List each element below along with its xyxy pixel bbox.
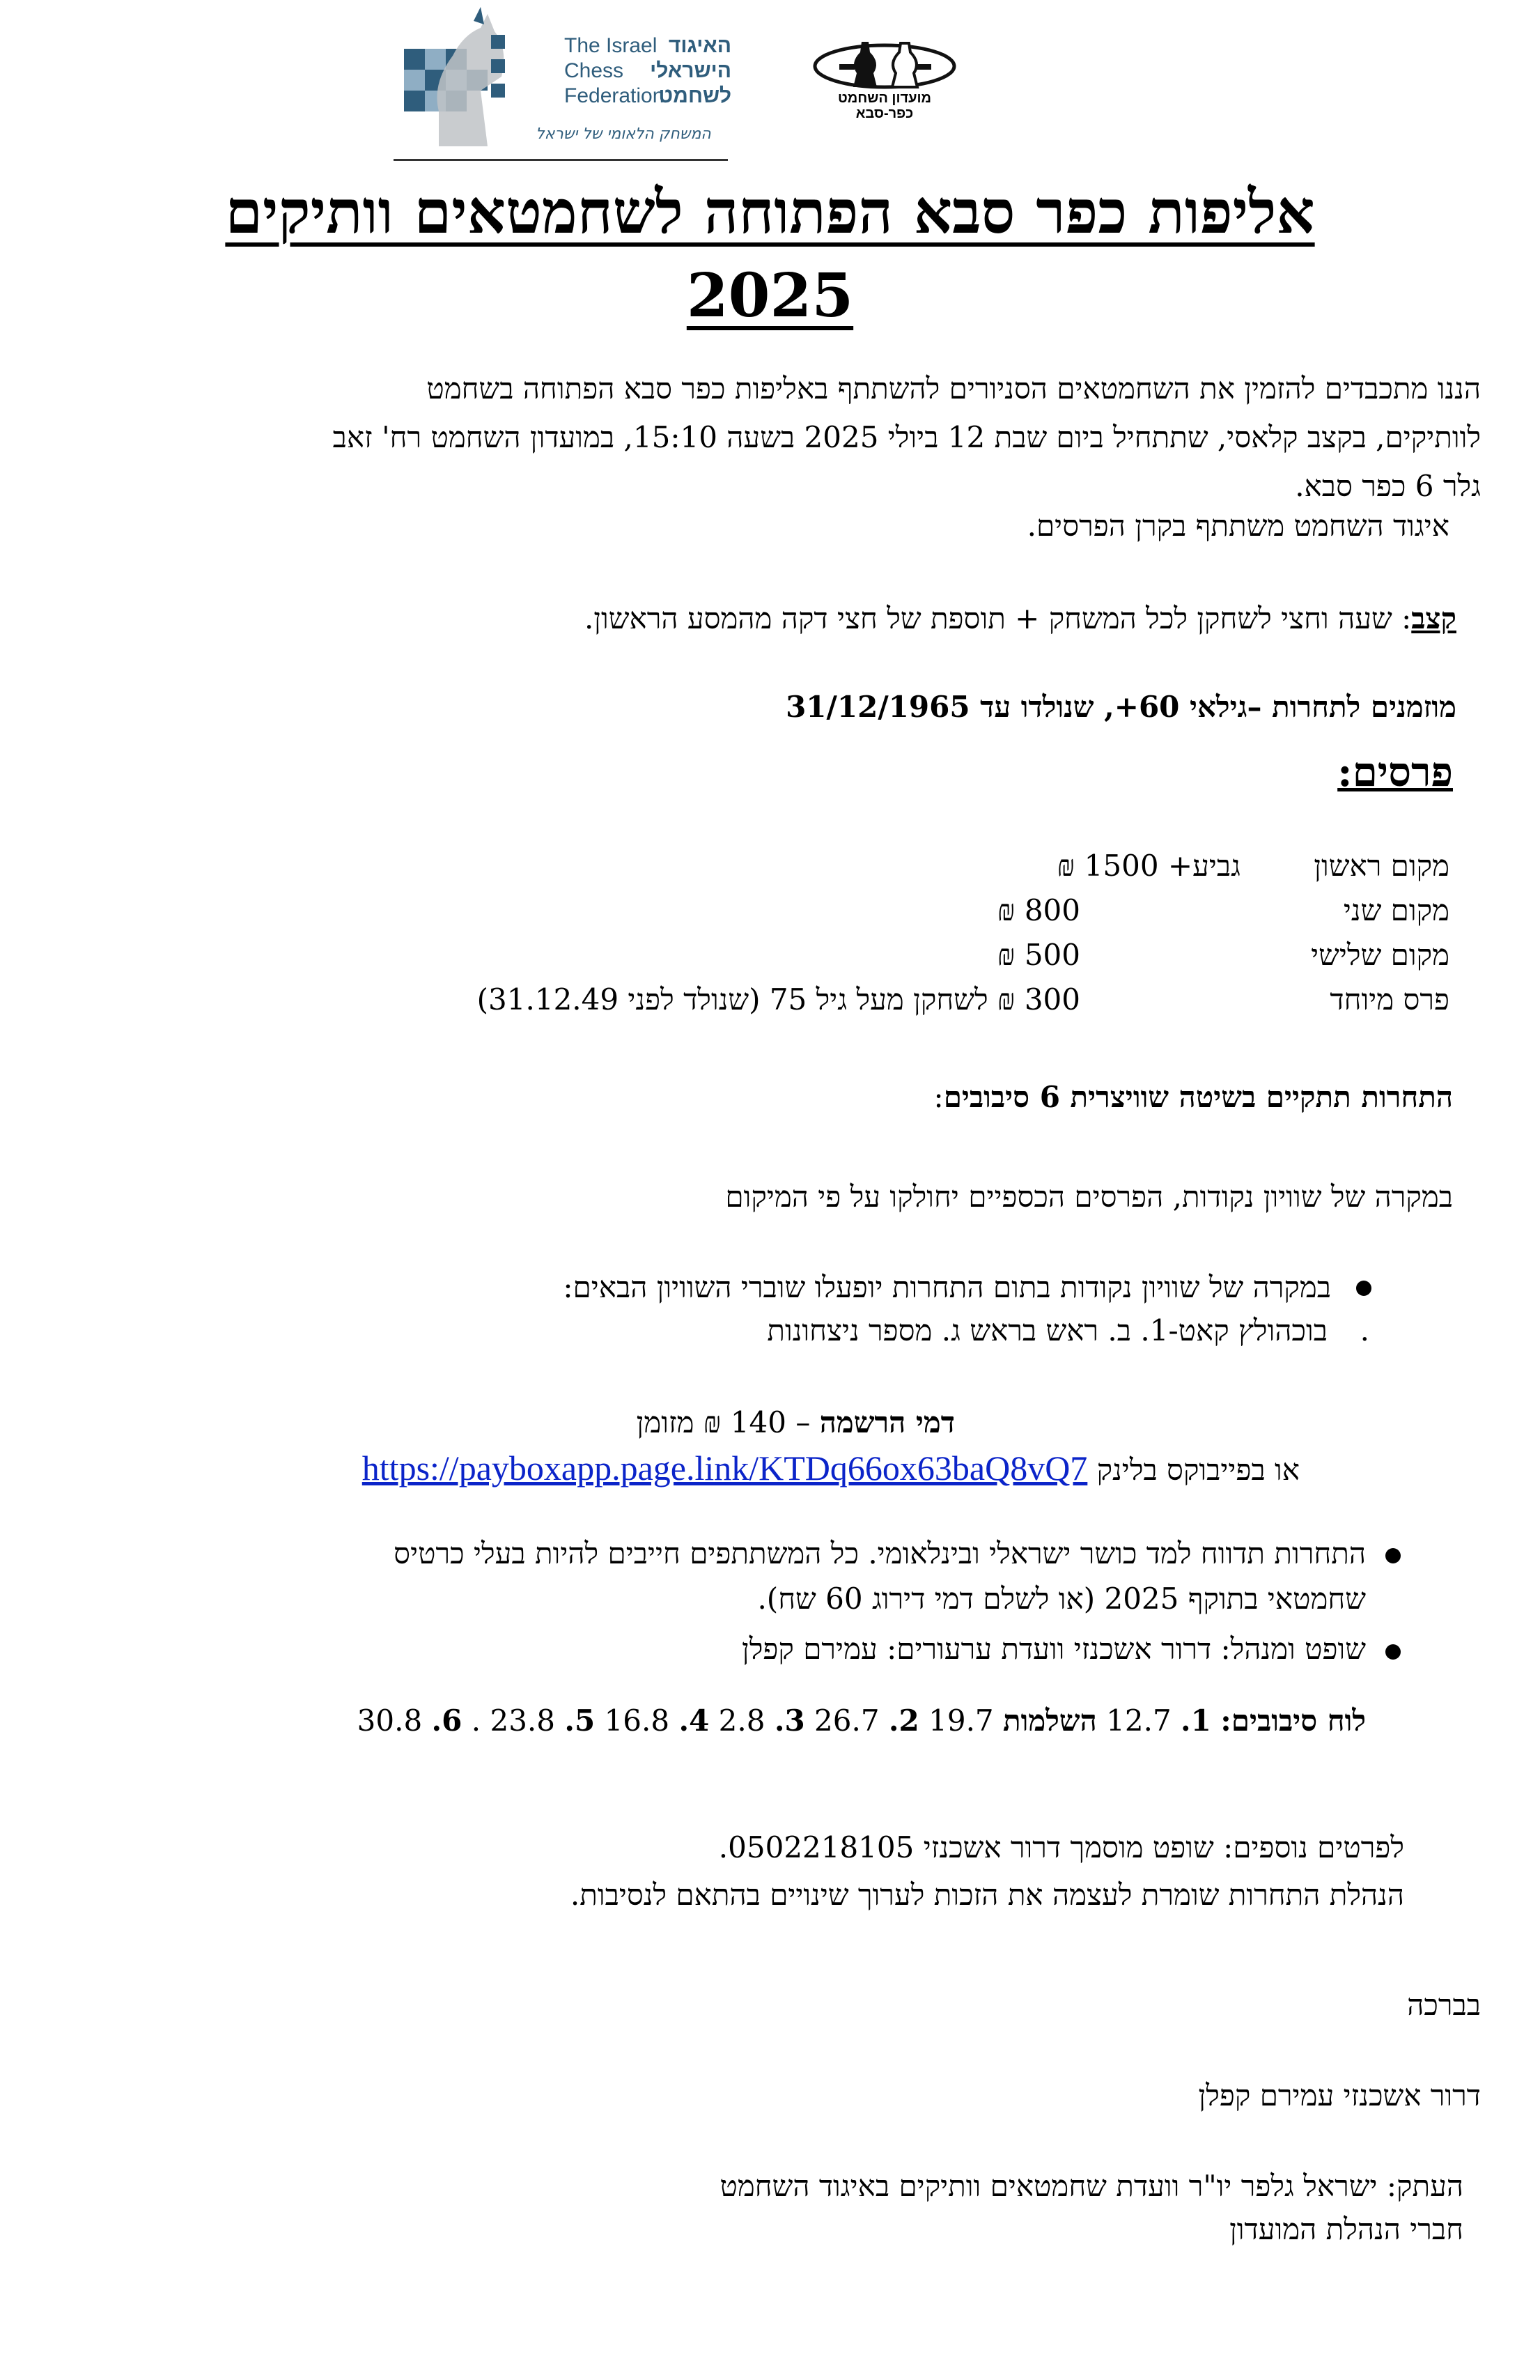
paybox-line: [362, 1447, 1300, 1491]
round-num: 3.: [774, 1703, 805, 1738]
prizes-heading: פרסים:: [1337, 748, 1453, 796]
chess-pieces-icon: [811, 35, 958, 91]
chess-knight-icon: [397, 7, 515, 146]
system-colon: :: [933, 1080, 944, 1114]
round-date: 30.8: [357, 1703, 423, 1738]
federation-name-he-2: הישראלי: [650, 59, 731, 82]
system-text: התחרות תתקיים בשיטה שוויצרית 6 סיבובים: [943, 1080, 1453, 1114]
round-num: השלמות: [1003, 1703, 1097, 1738]
federation-name-en-3: Federation: [564, 84, 664, 107]
federation-name-he-3: לשחמט: [658, 84, 731, 107]
prize-value: 500 ₪: [997, 938, 1080, 972]
round-date: 12.7: [1106, 1703, 1172, 1738]
prize-value: 800 ₪: [997, 893, 1080, 927]
round-date: 26.7: [814, 1703, 880, 1738]
round-date: 2.8: [718, 1703, 765, 1738]
prize-label: פרס מיוחד: [1330, 982, 1449, 1017]
pace-label: קצב: [1411, 601, 1456, 635]
round-date: 19.7: [928, 1703, 994, 1738]
prize-label: מקום שני: [1343, 893, 1449, 927]
paybox-link[interactable]: https://payboxapp.page.link/KTDq66ox63baQ8vQ7: [361, 1448, 1088, 1488]
page-title-year: 2025: [686, 261, 854, 331]
tie-prize-line: במקרה של שוויון נקודות, הפרסים הכספיים יחולקו על פי המיקום: [725, 1180, 1453, 1214]
tiebreak-line-1: במקרה של שוויון נקודות בתום התחרות יופעלו שוברי השוויון הבאים:: [563, 1270, 1331, 1304]
round-num: 4.: [678, 1703, 710, 1738]
chess-club-logo: [811, 35, 958, 121]
fee-line: [637, 1402, 955, 1444]
federation-slogan: המשחק הלאומי של ישראל: [536, 125, 711, 143]
rating-line-1: התחרות תדווח למד כושר ישראלי ובינלאומי. כל המשתתפים חייבים להיות בעלי כרטיס: [394, 1536, 1366, 1570]
pace-line: [584, 598, 1456, 640]
bullet-icon: [1385, 1644, 1401, 1660]
closing: בברכה: [1407, 1988, 1481, 2022]
tiebreak-dot: .: [1360, 1313, 1369, 1347]
cc-line-2: חברי הנהלת המועדון: [1229, 2212, 1463, 2246]
intro-line-2: לוותיקים, בקצב קלאסי, שתתחיל ביום שבת 12 ביולי 2025 בשעה 15:10, במועדון השחמט רח' זאב: [332, 420, 1481, 454]
rights-line: הנהלת התחרות שומרת לעצמה את הזכות לערוך שינויים בהתאם לנסיבות.: [570, 1878, 1404, 1912]
details-line: לפרטים נוספים: שופט מוסמך דרור אשכנזי 0502218105.: [718, 1830, 1404, 1864]
bullet-icon: [1356, 1281, 1371, 1296]
round-date: 16.8: [604, 1703, 670, 1738]
tiebreak-line-2: בוכהולץ קאט-1. ב. ראש בראש ג. מספר ניצחונות: [767, 1313, 1328, 1347]
federation-name-en-2: Chess: [564, 59, 624, 82]
officials-line: שופט ומנהל: דרור אשכנזי וועדת ערעורים: עמירם קפלן: [742, 1632, 1366, 1666]
prize-label: מקום שלישי: [1311, 938, 1449, 972]
fee-text: – 140 ₪ מזומן: [636, 1405, 811, 1439]
prize-value: 300 ₪ לשחקן מעל גיל 75 (שנולד לפני 31.12.49): [476, 982, 1080, 1017]
round-num: 6.: [431, 1703, 462, 1738]
page-title: אליפות כפר סבא הפתוחה לשחמטאים וותיקים: [225, 177, 1315, 247]
club-name-1: מועדון השחמט: [837, 91, 932, 106]
schedule-line: [357, 1700, 1366, 1742]
intro-line-1: הננו מתכבדים להזמין את השחמטאים הסניורים להשתתף באליפות כפר סבא הפתוחה בשחמט: [426, 371, 1481, 405]
system-line: [934, 1076, 1453, 1118]
federation-name-en-1: The Israel: [564, 34, 658, 57]
round-date: 23.8 .: [471, 1703, 555, 1738]
invited-line: מוזמנים לתחרות –גילאי 60+, שנולדו עד 31/12/1965: [786, 690, 1456, 724]
rating-line-2: שחמטאי בתוקף 2025 (או לשלם דמי דירוג 60 שח).: [757, 1582, 1366, 1616]
fee-label: דמי הרשמה: [819, 1405, 955, 1439]
intro-line-4: איגוד השחמט משתתף בקרן הפרסים.: [1027, 509, 1449, 543]
round-num: 5.: [564, 1703, 596, 1738]
pace-text: : שעה וחצי לשחקן לכל המשחק + תוספת של חצי דקה מהמסע הראשון.: [584, 601, 1412, 635]
paybox-text: או בפייבוקס בלינק: [1096, 1453, 1300, 1487]
cc-line-1: העתק: ישראל גלפר יו"ר וועדת שחמטאים וותיקים באיגוד השחמט: [720, 2169, 1463, 2203]
schedule-label: לוח סיבובים:: [1220, 1703, 1366, 1738]
logo-underline: [394, 159, 728, 161]
federation-name-he-1: האיגוד: [668, 34, 731, 57]
prize-label: מקום ראשון: [1314, 849, 1449, 883]
chess-federation-logo: [390, 0, 738, 153]
club-name-2: כפר-סבא: [855, 106, 914, 121]
round-num: 1.: [1181, 1703, 1211, 1738]
round-num: 2.: [888, 1703, 919, 1738]
prize-value: גביע+ 1500 ₪: [1057, 849, 1240, 883]
signers: דרור אשכנזי עמירם קפלן: [1198, 2078, 1481, 2112]
bullet-icon: [1385, 1548, 1401, 1563]
intro-line-3: גלר 6 כפר סבא.: [1295, 469, 1481, 503]
